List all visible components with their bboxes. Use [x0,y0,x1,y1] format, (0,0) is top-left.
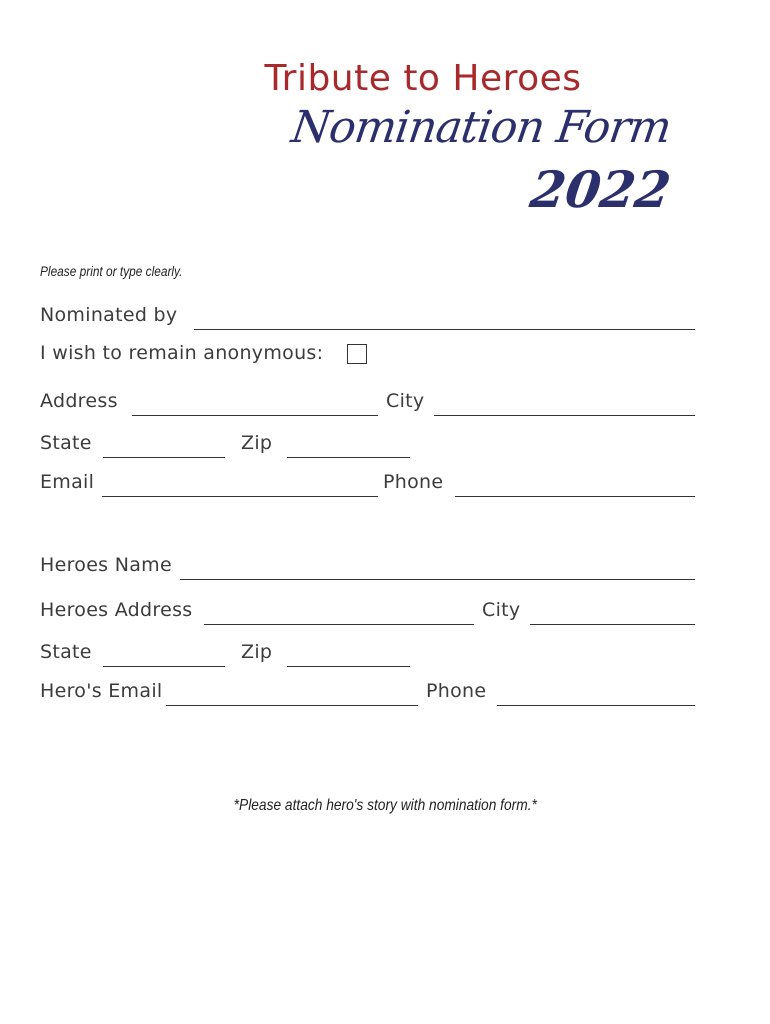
city-field[interactable] [434,390,695,416]
state-label: State [40,432,92,454]
hero-email-label: Hero's Email [40,680,163,702]
city-label: City [386,390,425,412]
hero-email-field[interactable] [166,680,418,706]
hero-state-label: State [40,641,92,663]
nominator-email-row [40,469,695,497]
form-year: 2022 [526,160,675,219]
form-title: Tribute to Heroes [264,58,582,99]
hero-email-row [40,678,695,706]
address-label: Address [40,390,118,412]
nominated-by-field[interactable] [194,304,695,330]
hero-city-field[interactable] [530,599,695,625]
hero-name-row [40,552,695,580]
nominator-address-row [40,388,695,416]
hero-address-label: Heroes Address [40,599,193,621]
hero-state-field[interactable] [103,641,225,667]
form-subtitle: Nomination Form [288,102,674,153]
hero-zip-field[interactable] [287,641,410,667]
email-label: Email [40,471,95,493]
nominator-state-row [40,430,695,458]
email-field[interactable] [102,471,378,497]
phone-field[interactable] [455,471,695,497]
phone-label: Phone [383,471,444,493]
attach-story-text: *Please attach hero's story with nomination form.* [233,797,537,814]
address-field[interactable] [132,390,378,416]
hero-address-row [40,597,695,625]
anonymous-label: I wish to remain anonymous: [40,342,324,364]
zip-label: Zip [241,432,273,454]
hero-zip-label: Zip [241,641,273,663]
hero-phone-field[interactable] [497,680,695,706]
anonymous-row [40,340,695,368]
hero-name-label: Heroes Name [40,554,172,576]
zip-field[interactable] [287,432,410,458]
attach-story-note [0,797,770,815]
nominated-by-row [40,302,695,330]
hero-state-row [40,639,695,667]
instructions-text: Please print or type clearly. [40,264,183,279]
hero-city-label: City [482,599,521,621]
state-field[interactable] [103,432,225,458]
nominated-by-label: Nominated by [40,304,178,326]
hero-address-field[interactable] [204,599,474,625]
anonymous-checkbox[interactable] [347,344,367,364]
hero-name-field[interactable] [180,554,695,580]
hero-phone-label: Phone [426,680,487,702]
